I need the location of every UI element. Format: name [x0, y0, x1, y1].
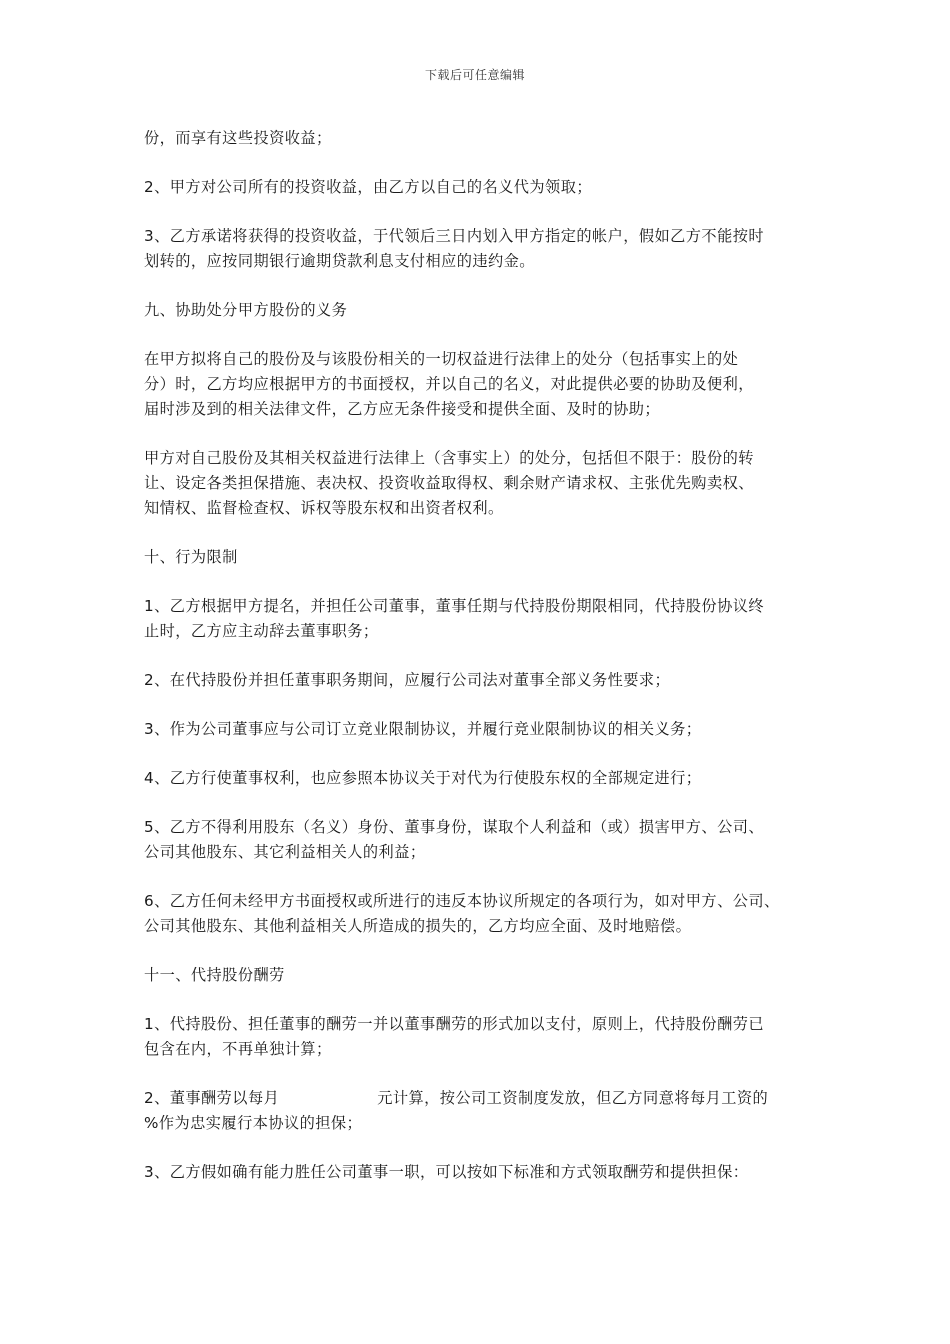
paragraph-line: 公司其他股东、其他利益相关人所造成的损失的，乙方均应全面、及时地赔偿。 [144, 917, 692, 935]
paragraph [144, 126, 824, 151]
paragraph-line: 在甲方拟将自己的股份及与该股份相关的一切权益进行法律上的处分（包括事实上的处 [144, 350, 739, 368]
paragraph-line: 3、乙方假如确有能力胜任公司董事一职，可以按如下标准和方式领取酬劳和提供担保： [144, 1163, 749, 1181]
paragraph-line: 1、代持股份、担任董事的酬劳一并以董事酬劳的形式加以支付，原则上，代持股份酬劳已 [144, 1015, 764, 1033]
paragraph-line: 2、在代持股份并担任董事职务期间，应履行公司法对董事全部义务性要求； [144, 671, 671, 689]
paragraph [144, 717, 824, 742]
paragraph-line: 2、甲方对公司所有的投资收益，由乙方以自己的名义代为领取； [144, 178, 592, 196]
paragraph [144, 224, 824, 274]
document-body [144, 126, 824, 1209]
paragraph [144, 545, 824, 570]
page-header-note: 下载后可任意编辑 [424, 68, 525, 82]
paragraph [144, 175, 824, 200]
paragraph-line: 公司其他股东、其它利益相关人的利益； [144, 843, 426, 861]
paragraph-line: 3、乙方承诺将获得的投资收益，于代领后三日内划入甲方指定的帐户，假如乙方不能按时 [144, 227, 764, 245]
paragraph [144, 889, 824, 939]
paragraph-line: 十一、代持股份酬劳 [144, 966, 285, 984]
paragraph [144, 594, 824, 644]
paragraph-line: 九、协助处分甲方股份的义务 [144, 301, 348, 319]
salary-text-before: 2、董事酬劳以每月 [144, 1089, 280, 1107]
paragraph [144, 347, 824, 422]
paragraph [144, 668, 824, 693]
paragraph-line: 届时涉及到的相关法律文件，乙方应无条件接受和提供全面、及时的协助； [144, 400, 661, 418]
paragraph [144, 766, 824, 791]
paragraph-line: 划转的，应按同期银行逾期贷款利息支付相应的违约金。 [144, 252, 535, 270]
paragraph-line: 包含在内，不再单独计算； [144, 1040, 332, 1058]
paragraph [144, 446, 824, 521]
paragraph-line: 知情权、监督检查权、诉权等股东权和出资者权利。 [144, 499, 504, 517]
paragraph-line: 让、设定各类担保措施、表决权、投资收益取得权、剩余财产请求权、主张优先购卖权、 [144, 474, 754, 492]
paragraph-line: 份，而享有这些投资收益； [144, 129, 332, 147]
paragraph [144, 1012, 824, 1062]
paragraph [144, 298, 824, 323]
paragraph-line: 分）时，乙方均应根据甲方的书面授权，并以自己的名义，对此提供必要的协助及便利， [144, 375, 754, 393]
paragraph-line: %作为忠实履行本协议的担保； [144, 1114, 363, 1132]
paragraph-line: 十、行为限制 [144, 548, 238, 566]
final-paragraph [144, 1160, 824, 1185]
salary-text-after: 元计算，按公司工资制度发放，但乙方同意将每月工资的 [377, 1089, 769, 1107]
paragraph-line: 甲方对自己股份及其相关权益进行法律上（含事实上）的处分，包括但不限于：股份的转 [144, 449, 754, 467]
paragraph [144, 963, 824, 988]
paragraph [144, 815, 824, 865]
salary-paragraph [144, 1086, 824, 1136]
paragraph-line: 5、乙方不得利用股东（名义）身份、董事身份，谋取个人利益和（或）损害甲方、公司、 [144, 818, 764, 836]
paragraph-line: 1、乙方根据甲方提名，并担任公司董事，董事任期与代持股份期限相同，代持股份协议终 [144, 597, 764, 615]
paragraph-line [144, 1086, 824, 1111]
paragraph-line: 4、乙方行使董事权利，也应参照本协议关于对代为行使股东权的全部规定进行； [144, 769, 702, 787]
paragraph-line: 6、乙方任何未经甲方书面授权或所进行的违反本协议所规定的各项行为，如对甲方、公司、 [144, 892, 780, 910]
paragraph-line: 3、作为公司董事应与公司订立竞业限制协议，并履行竞业限制协议的相关义务； [144, 720, 702, 738]
paragraph-line: 止时，乙方应主动辞去董事职务； [144, 622, 379, 640]
